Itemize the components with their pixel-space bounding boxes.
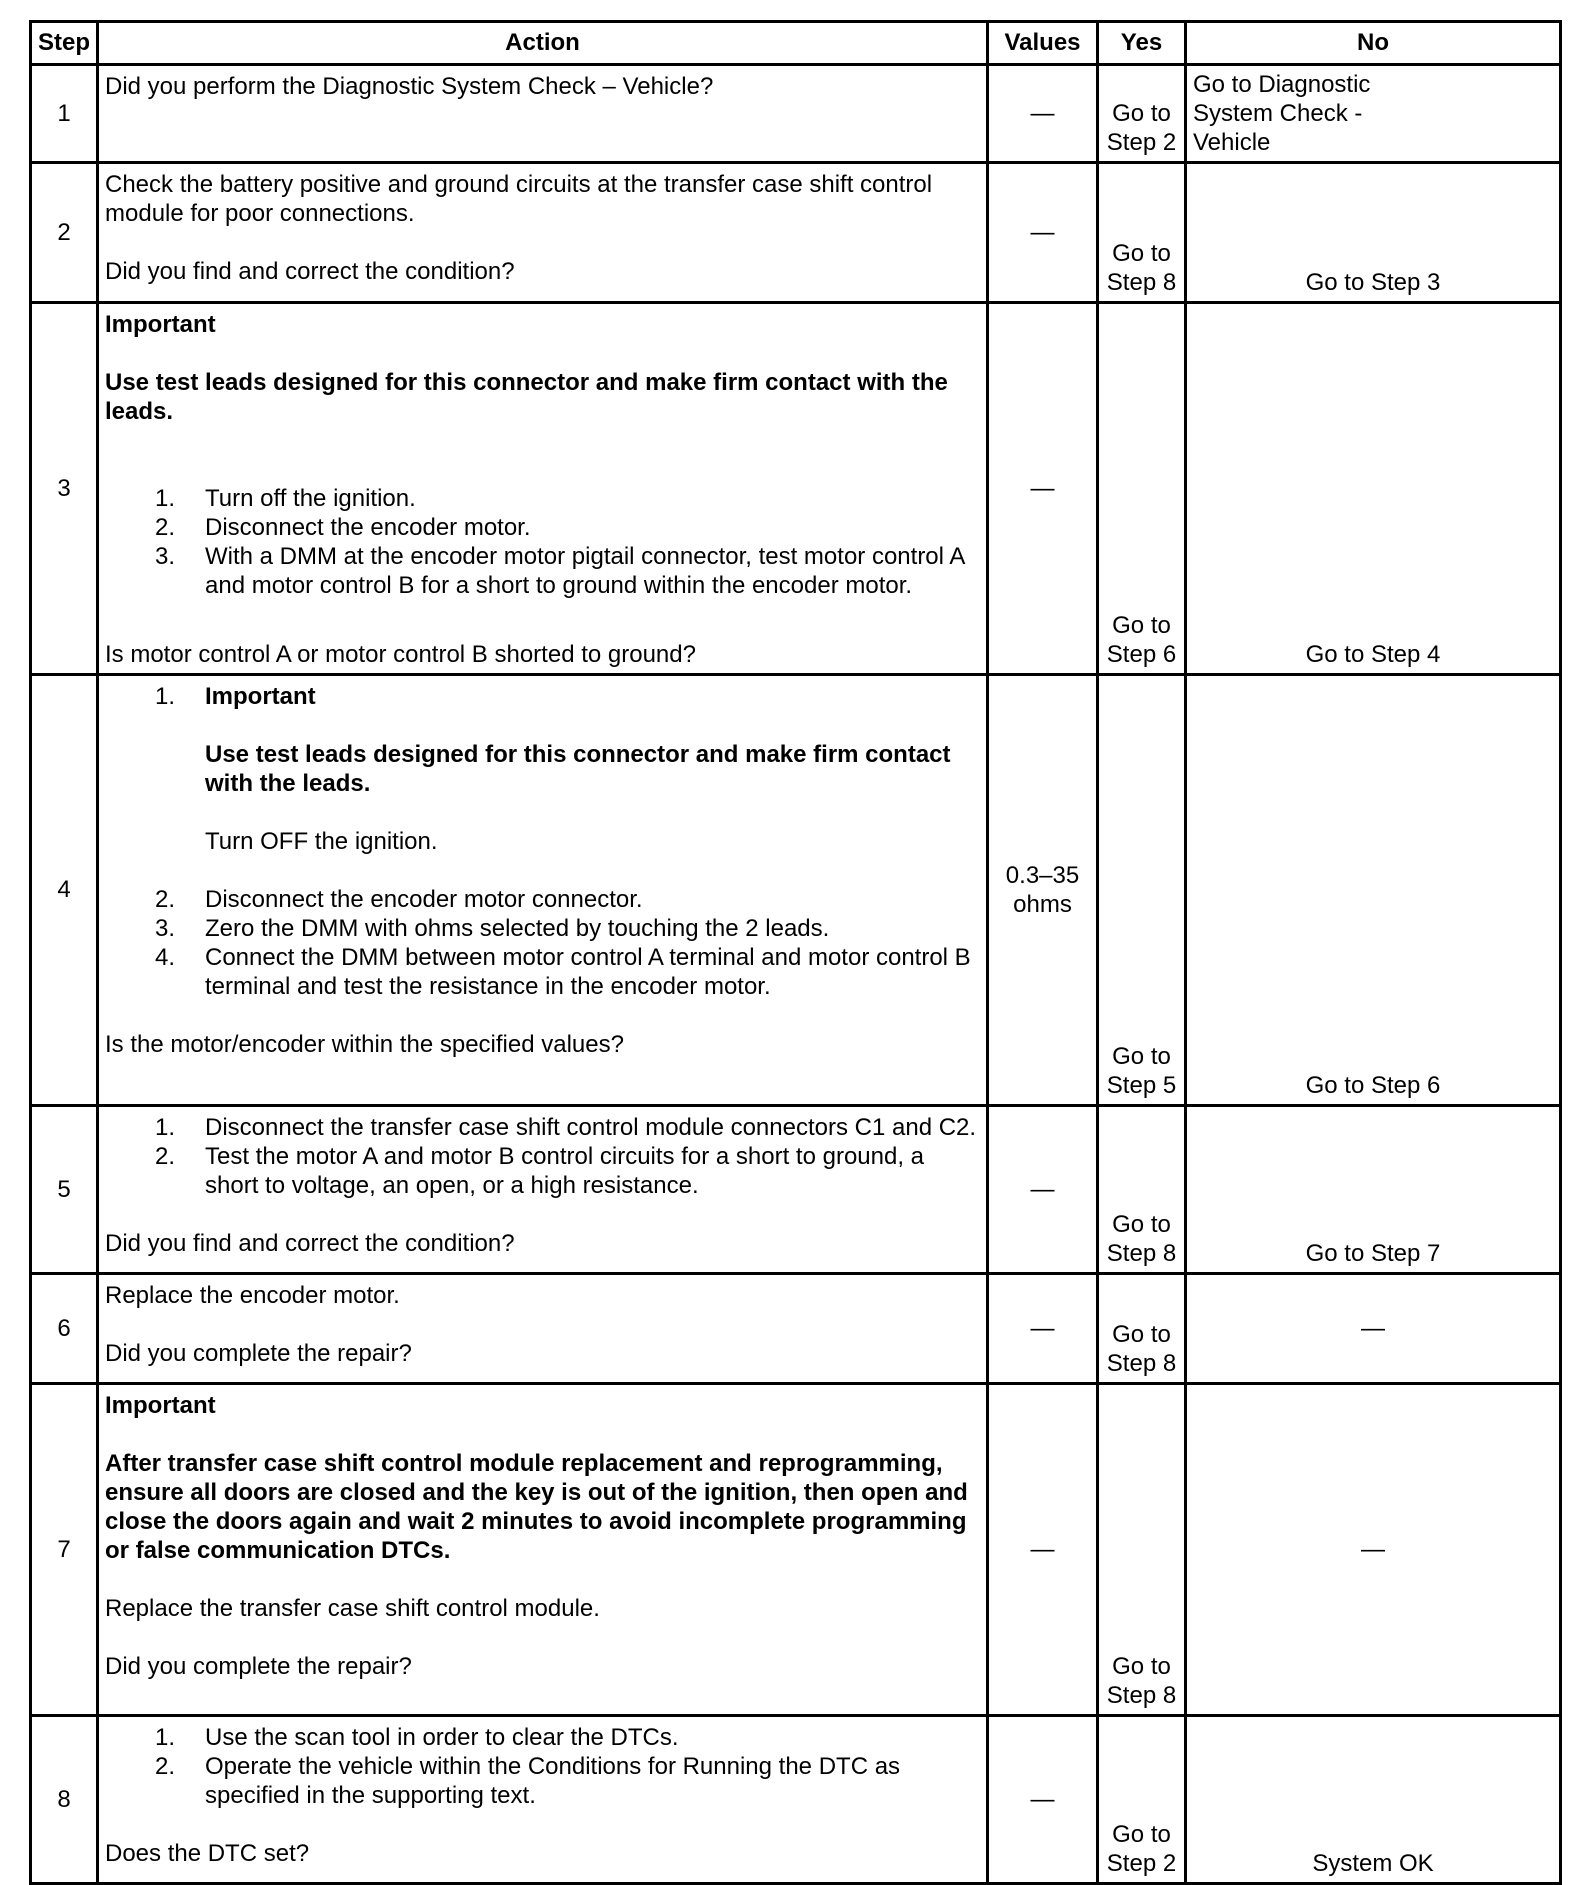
no-line: Go to Diagnostic <box>1193 71 1371 98</box>
step-number: 8 <box>31 1716 98 1884</box>
header-row <box>31 22 1561 65</box>
list-item: 2. Operate the vehicle within the Conditions for Running the DTC as specified in the supporting text. <box>154 1753 901 1809</box>
yes-line: Go to <box>1112 240 1171 267</box>
table-row <box>31 1384 1561 1716</box>
yes-cell <box>1098 1274 1186 1384</box>
header-step: Step <box>31 22 98 65</box>
list-item: 1. Disconnect the transfer case shift control module connectors C1 and C2. <box>154 1114 977 1141</box>
important-text: Use test leads designed for this connector and make firm contact with the leads. <box>205 741 951 797</box>
list-item: 1. Turn off the ignition. <box>154 485 416 512</box>
header-no: No <box>1186 22 1561 65</box>
action-cell <box>98 675 988 1106</box>
no-cell: — <box>1186 1274 1561 1384</box>
values-cell: — <box>988 163 1098 303</box>
header-values: Values <box>988 22 1098 65</box>
action-question: Is motor control A or motor control B shorted to ground? <box>105 641 696 668</box>
action-question: Did you complete the repair? <box>105 1340 412 1367</box>
yes-line: Go to <box>1112 1821 1171 1848</box>
no-cell: Go to Step 7 <box>1186 1106 1561 1274</box>
yes-line: Go to <box>1112 100 1171 127</box>
list-item: 2. Disconnect the encoder motor. <box>154 514 531 541</box>
yes-line: Step 2 <box>1106 129 1177 156</box>
yes-line: Go to <box>1112 1653 1171 1680</box>
table-row <box>31 675 1561 1106</box>
action-cell <box>98 1384 988 1716</box>
yes-line: Step 8 <box>1106 1682 1177 1709</box>
action-text: Replace the encoder motor. <box>105 1282 400 1309</box>
yes-line: Go to <box>1112 1043 1171 1070</box>
action-question: Did you find and correct the condition? <box>105 1230 515 1257</box>
header-yes: Yes <box>1098 22 1186 65</box>
values-cell: — <box>988 1384 1098 1716</box>
table-row <box>31 65 1561 163</box>
yes-line: Step 2 <box>1106 1850 1177 1877</box>
step-number: 5 <box>31 1106 98 1274</box>
no-cell: — <box>1186 1384 1561 1716</box>
no-cell: System OK <box>1186 1716 1561 1884</box>
action-text: Replace the transfer case shift control module. <box>105 1595 600 1622</box>
step-number: 4 <box>31 675 98 1106</box>
yes-cell <box>1098 1384 1186 1716</box>
list-item: 1. Important <box>154 683 316 710</box>
action-question: Did you perform the Diagnostic System Check – Vehicle? <box>105 73 714 100</box>
no-cell: Go to Step 3 <box>1186 163 1561 303</box>
action-cell <box>98 1274 988 1384</box>
action-cell <box>98 1716 988 1884</box>
action-cell <box>98 65 988 163</box>
no-line: Vehicle <box>1193 129 1271 156</box>
step-number: 1 <box>31 65 98 163</box>
yes-cell <box>1098 675 1186 1106</box>
no-cell: Go to Step 4 <box>1186 303 1561 675</box>
yes-line: Go to <box>1112 612 1171 639</box>
yes-cell <box>1098 1106 1186 1274</box>
step-number: 3 <box>31 303 98 675</box>
values-cell: — <box>988 303 1098 675</box>
yes-cell <box>1098 65 1186 163</box>
yes-cell <box>1098 303 1186 675</box>
table-row <box>31 1716 1561 1884</box>
step-number: 6 <box>31 1274 98 1384</box>
no-cell <box>1186 65 1561 163</box>
table-row <box>31 1106 1561 1274</box>
important-text: After transfer case shift control module replacement and reprogramming, ensure all doors are closed and the key is out of the ignition, then open and close the doors again and wait 2 minutes to avoid incomplete programming or false communication DTCs. <box>105 1450 968 1564</box>
values-cell: — <box>988 1106 1098 1274</box>
yes-line: Step 8 <box>1106 1240 1177 1267</box>
no-line: System Check - <box>1193 100 1363 127</box>
action-text: Check the battery positive and ground circuits at the transfer case shift control module for poor connections. <box>105 171 933 227</box>
diagnostic-table <box>29 20 1562 1885</box>
values-cell: — <box>988 1274 1098 1384</box>
table-row <box>31 163 1561 303</box>
yes-line: Go to <box>1112 1211 1171 1238</box>
yes-cell <box>1098 163 1186 303</box>
values-line: ohms <box>1013 891 1072 918</box>
action-cell <box>98 163 988 303</box>
list-item: 2. Test the motor A and motor B control circuits for a short to ground, a short to voltage, an open, or a high resistance. <box>154 1143 925 1199</box>
header-action: Action <box>98 22 988 65</box>
important-text: Use test leads designed for this connector and make firm contact with the leads. <box>105 369 948 425</box>
table-row <box>31 1274 1561 1384</box>
list-item: 3. With a DMM at the encoder motor pigtail connector, test motor control A and motor control B for a short to ground within the encoder motor. <box>154 543 965 599</box>
action-question: Did you find and correct the condition? <box>105 258 515 285</box>
action-text: Turn OFF the ignition. <box>205 828 438 855</box>
step-number: 2 <box>31 163 98 303</box>
action-question: Did you complete the repair? <box>105 1653 412 1680</box>
list-item: 2. Disconnect the encoder motor connector. <box>154 886 643 913</box>
action-question: Does the DTC set? <box>105 1840 310 1867</box>
yes-line: Step 5 <box>1106 1072 1177 1099</box>
list-item: 1. Use the scan tool in order to clear the DTCs. <box>154 1724 679 1751</box>
values-line: 0.3–35 <box>1005 862 1080 889</box>
values-cell: — <box>988 65 1098 163</box>
values-cell <box>988 675 1098 1106</box>
action-cell <box>98 1106 988 1274</box>
important-label: Important <box>105 1392 216 1419</box>
yes-line: Step 8 <box>1106 1350 1177 1377</box>
no-cell: Go to Step 6 <box>1186 675 1561 1106</box>
yes-cell <box>1098 1716 1186 1884</box>
list-item: 4. Connect the DMM between motor control A terminal and motor control B terminal and test the resistance in the encoder motor. <box>154 944 971 1000</box>
step-number: 7 <box>31 1384 98 1716</box>
table-row <box>31 303 1561 675</box>
action-question: Is the motor/encoder within the specified values? <box>105 1031 624 1058</box>
values-cell: — <box>988 1716 1098 1884</box>
list-item: 3. Zero the DMM with ohms selected by touching the 2 leads. <box>154 915 830 942</box>
yes-line: Go to <box>1112 1321 1171 1348</box>
yes-line: Step 6 <box>1106 641 1177 668</box>
yes-line: Step 8 <box>1106 269 1177 296</box>
action-cell <box>98 303 988 675</box>
important-label: Important <box>105 311 216 338</box>
